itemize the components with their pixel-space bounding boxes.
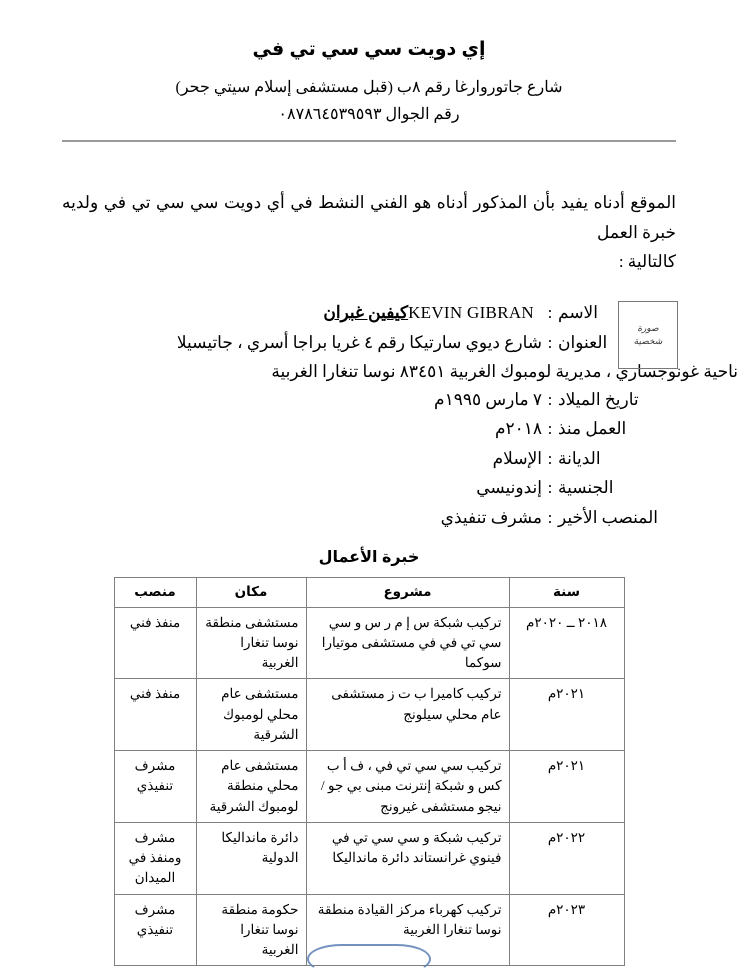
identity-row-religion: [0, 445, 738, 473]
experience-title: خبرة الأعمال: [318, 549, 420, 567]
address-line-1: شارع ديوي سارتيكا رقم ٤ غريا براجا أسري ، جاتيسيلا: [176, 332, 542, 352]
cell-project: تركيب سي سي تي في ، ف أ ب كس و شبكة إنترنت مبنى بي جو / نيجو مستشفى غيرونج: [306, 751, 509, 823]
cell-place: مستشفى عام محلي منطقة لومبوك الشرقية: [196, 751, 306, 823]
identity-colon-nationality: :: [547, 478, 553, 498]
identity-colon-religion: :: [547, 448, 553, 468]
identity-colon-last-position: :: [547, 507, 553, 527]
identity-colon-address: :: [547, 332, 553, 352]
cell-project: تركيب كاميرا ب ت ز مستشفى عام محلي سيلونج: [306, 679, 509, 751]
company-phone: رقم الجوال ٠٨٧٨٦٤٥٣٩٥٩٣: [278, 106, 460, 124]
column-header-place: مكان: [196, 578, 306, 607]
column-header-project: مشروع: [306, 578, 509, 607]
cell-place: مستشفى عام محلي لومبوك الشرقية: [196, 679, 306, 751]
address-line-2: ناحية غونوجساري ، مديرية لومبوك الغربية ٨٣٤٥١ نوسا تنغارا الغربية: [271, 362, 738, 382]
identity-colon-birthdate: :: [547, 389, 553, 409]
table-row: [114, 679, 624, 751]
identity-block: [0, 299, 738, 531]
identity-label-name: الاسم: [558, 303, 598, 323]
identity-label-working-since: العمل منذ: [558, 419, 627, 439]
identity-label-religion: الديانة: [558, 448, 601, 468]
table-row: [114, 607, 624, 679]
name-latin: KEVIN GIBRAN: [408, 303, 534, 323]
cell-position: مشرف تنفيذي: [114, 751, 196, 823]
cell-year: ٢٠٢٣م: [509, 894, 624, 966]
photo-placeholder-line-2: شخصية: [633, 336, 663, 347]
cell-position: منفذ فني: [114, 607, 196, 679]
cell-position: منفذ فني: [114, 679, 196, 751]
identity-value-birthdate: ٧ مارس ١٩٩٥م: [434, 389, 542, 409]
cell-project: تركيب كهرباء مركز القيادة منطقة نوسا تنغارا الغربية: [306, 894, 509, 966]
name-arabic: كيفين غبران: [323, 303, 409, 323]
identity-label-nationality: الجنسية: [558, 478, 614, 498]
table-header-row: [114, 578, 624, 607]
identity-row-birthdate: [0, 386, 738, 414]
identity-colon-name: :: [547, 303, 553, 323]
cell-position: مشرف ومنفذ في الميدان: [114, 822, 196, 894]
identity-value-last-position: مشرف تنفيذي: [440, 507, 542, 527]
table-row: [114, 751, 624, 823]
identity-row-nationality: [0, 474, 738, 502]
letterhead: [0, 0, 738, 142]
identity-label-birthdate: تاريخ الميلاد: [558, 389, 639, 409]
identity-colon-working-since: :: [547, 419, 553, 439]
cell-project: تركيب شبكة س إ م ر س و سي سي تي في في مستشفى موتيارا سوكما: [306, 607, 509, 679]
identity-value-address: [0, 329, 542, 357]
photo-placeholder-line-1: صورة: [637, 323, 659, 334]
cell-place: حكومة منطقة نوسا تنغارا الغربية: [196, 894, 306, 966]
identity-row-last-position: [0, 504, 738, 532]
identity-value-working-since: ٢٠١٨م: [494, 419, 542, 439]
identity-label-last-position: المنصب الأخير: [558, 507, 658, 527]
experience-table: [114, 577, 625, 966]
company-address: شارع جاتوروارغا رقم ٨ب (قبل مستشفى إسلام سيتي جحر): [175, 78, 563, 96]
cell-year: ٢٠٢٢م: [509, 822, 624, 894]
page-bottom-arc-artifact: [307, 944, 431, 974]
identity-value-nationality: إندونيسي: [476, 478, 542, 498]
cell-project: تركيب شبكة و سي سي تي في فينوي غرانستاند دائرة مانداليكا: [306, 822, 509, 894]
column-header-year: سنة: [509, 578, 624, 607]
identity-row-working-since: [0, 415, 738, 443]
identity-value-name: [0, 299, 542, 327]
cell-year: ٢٠١٨ ــ ٢٠٢٠م: [509, 607, 624, 679]
identity-label-address: العنوان: [558, 332, 608, 352]
company-name: إي دويت سي سي تي في: [252, 39, 486, 60]
photo-placeholder: [618, 301, 678, 369]
cell-year: ٢٠٢١م: [509, 751, 624, 823]
header-divider: [62, 140, 676, 142]
table-row: [114, 822, 624, 894]
intro-paragraph: [62, 188, 676, 277]
identity-value-religion: الإسلام: [492, 448, 542, 468]
cell-position: مشرف تنفيذي: [114, 894, 196, 966]
cell-place: مستشفى منطقة نوسا تنغارا الغربية: [196, 607, 306, 679]
intro-line-1: الموقع أدناه يفيد بأن المذكور أدناه هو الفني النشط في أي دويت سي سي تي في ولديه خبرة العمل: [62, 192, 676, 242]
intro-line-2: كالتالية :: [618, 252, 676, 272]
column-header-position: منصب: [114, 578, 196, 607]
cell-year: ٢٠٢١م: [509, 679, 624, 751]
cell-place: دائرة مانداليكا الدولية: [196, 822, 306, 894]
